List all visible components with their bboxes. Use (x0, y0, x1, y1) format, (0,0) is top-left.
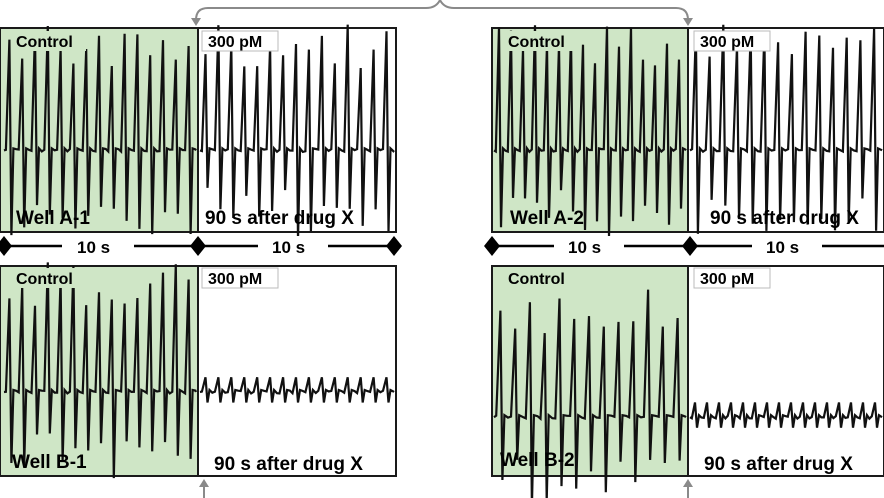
scale-label: 10 s (77, 238, 111, 257)
top-connector-bracket (196, 0, 688, 20)
scale-marker (484, 236, 500, 256)
dose-label: 300 pM (208, 34, 263, 51)
after-drug-label: 90 s after drug X (214, 454, 363, 475)
drug-trace (200, 377, 394, 402)
control-label: Control (16, 271, 73, 288)
panel-well-a2 (492, 25, 884, 236)
after-drug-label: 90 s after drug X (704, 454, 853, 475)
bottom-bracket-arrow-right (683, 479, 693, 487)
bottom-connector-bracket (204, 484, 688, 498)
scale-label: 10 s (568, 238, 602, 257)
after-drug-label: 90 s after drug X (205, 208, 354, 229)
top-bracket-arrow-left (191, 18, 201, 26)
dose-label: 300 pM (700, 34, 755, 51)
drug-trace (690, 403, 882, 428)
dose-label: 300 pM (208, 271, 263, 288)
scale-marker (0, 236, 12, 256)
well-label: Well B-1 (12, 452, 87, 473)
panel-well-b1 (0, 262, 396, 478)
scale-marker (386, 236, 402, 256)
panel-well-b2 (492, 266, 884, 498)
scale-marker (190, 236, 206, 256)
control-label: Control (508, 34, 565, 51)
well-label: Well A-2 (510, 208, 584, 229)
drug-trace (690, 25, 882, 234)
panel-well-a1 (0, 25, 396, 240)
after-drug-label: 90 s after drug X (710, 208, 859, 229)
dose-label: 300 pM (700, 271, 755, 288)
time-scale-bar-right (484, 236, 884, 257)
control-label: Control (16, 34, 73, 51)
well-label: Well A-1 (16, 208, 90, 229)
top-bracket-arrow-right (683, 18, 693, 26)
scale-label: 10 s (272, 238, 306, 257)
time-scale-bar-left (0, 236, 402, 257)
scale-marker (682, 236, 698, 256)
scale-label: 10 s (766, 238, 800, 257)
bottom-bracket-arrow-left (199, 479, 209, 487)
control-label: Control (508, 271, 565, 288)
well-label: Well B-2 (500, 450, 575, 471)
